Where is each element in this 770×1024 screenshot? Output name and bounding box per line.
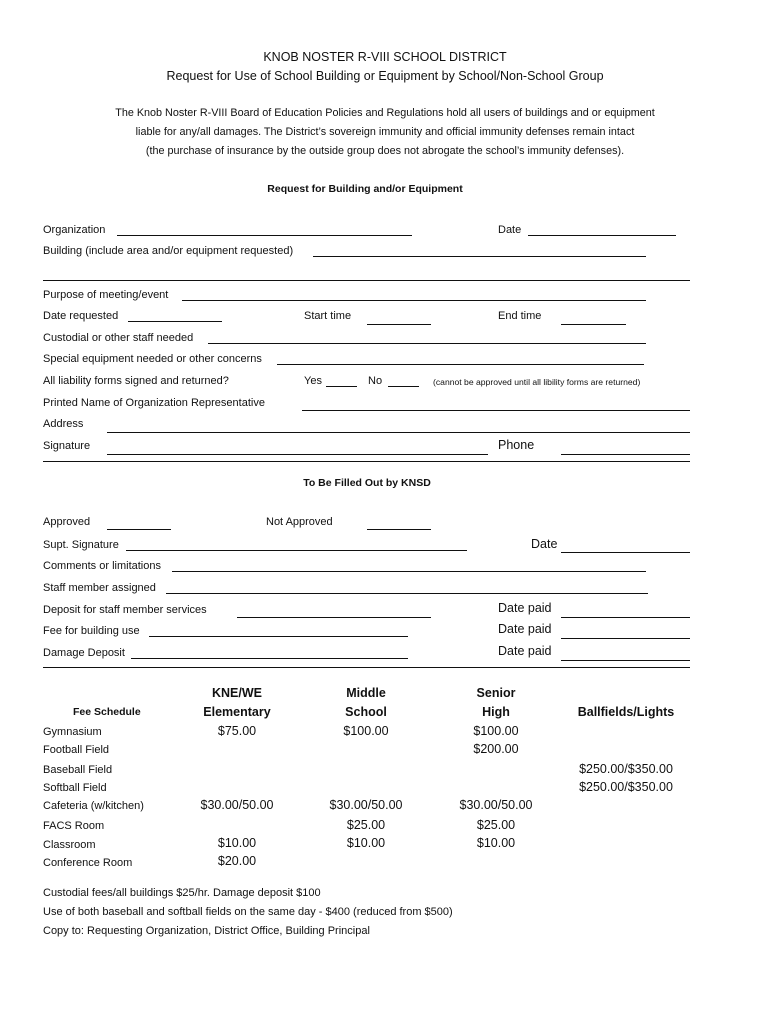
intro-line-2: liable for any/all damages. The District’s sovereign immunity and official immunity defenses remain intact	[135, 126, 635, 138]
deposit-staff-label: Deposit for staff member services	[43, 604, 207, 616]
fee-row-name: Gymnasium	[43, 726, 102, 738]
fee-building-field[interactable]	[149, 636, 408, 637]
fee-row-name: Classroom	[43, 839, 96, 851]
staff-assigned-field[interactable]	[166, 593, 648, 594]
col-header-ballfields: Ballfields/Lights	[577, 705, 675, 719]
phone-label: Phone	[498, 438, 535, 452]
not-approved-field[interactable]	[367, 529, 431, 530]
request-section-title: Request for Building and/or Equipment	[267, 183, 463, 195]
col-header-senior-1: Senior	[476, 686, 516, 700]
fee-cell: $30.00/50.00	[200, 798, 274, 812]
col-header-middle-2: School	[345, 705, 387, 719]
footer-line-1: Custodial fees/all buildings $25/hr. Damage deposit $100	[43, 887, 321, 899]
custodial-label: Custodial or other staff needed	[43, 332, 194, 344]
purpose-label: Purpose of meeting/event	[43, 289, 169, 301]
fee-row-name: Football Field	[43, 744, 110, 756]
date-paid-field-1[interactable]	[561, 617, 690, 618]
fee-schedule-label: Fee Schedule	[73, 706, 141, 718]
fee-row-name: FACS Room	[43, 820, 105, 832]
date-paid-label-2: Date paid	[498, 622, 552, 636]
fee-cell: $200.00	[473, 742, 519, 756]
start-time-label: Start time	[304, 310, 352, 322]
fee-cell: $30.00/50.00	[329, 798, 403, 812]
fee-divider	[43, 667, 690, 668]
special-equipment-field[interactable]	[277, 364, 644, 365]
fee-cell: $25.00	[476, 818, 516, 832]
date-requested-field[interactable]	[128, 321, 222, 322]
fee-row-name: Cafeteria (w/kitchen)	[43, 800, 144, 812]
col-header-middle-1: Middle	[346, 686, 386, 700]
date-paid-field-3[interactable]	[561, 660, 690, 661]
fee-cell: $10.00	[217, 836, 257, 850]
building-field-line-2[interactable]	[43, 280, 690, 281]
not-approved-label: Not Approved	[266, 516, 333, 528]
col-header-elementary-1: KNE/WE	[212, 686, 262, 700]
comments-label: Comments or limitations	[43, 560, 161, 572]
purpose-field[interactable]	[182, 300, 646, 301]
comments-field[interactable]	[172, 571, 646, 572]
yes-label: Yes	[304, 375, 322, 387]
fee-building-label: Fee for building use	[43, 625, 140, 637]
knsd-date-label: Date	[531, 537, 558, 551]
no-label: No	[368, 375, 383, 387]
building-label: Building (include area and/or equipment requested)	[43, 245, 294, 257]
fee-cell: $30.00/50.00	[459, 798, 533, 812]
date-paid-label-3: Date paid	[498, 644, 552, 658]
staff-assigned-label: Staff member assigned	[43, 582, 156, 594]
special-equipment-label: Special equipment needed or other concerns	[43, 353, 262, 365]
start-time-field[interactable]	[367, 324, 431, 325]
date-requested-label: Date requested	[43, 310, 119, 322]
knsd-section-title: To Be Filled Out by KNSD	[303, 477, 431, 489]
damage-deposit-field[interactable]	[131, 658, 408, 659]
fee-row-name: Conference Room	[43, 857, 133, 869]
phone-field[interactable]	[561, 454, 690, 455]
address-label: Address	[43, 418, 84, 430]
fee-row-name: Softball Field	[43, 782, 107, 794]
building-field[interactable]	[313, 256, 646, 257]
date-label: Date	[498, 224, 522, 236]
approved-field[interactable]	[107, 529, 171, 530]
representative-label: Printed Name of Organization Representative	[43, 397, 265, 409]
organization-field[interactable]	[117, 235, 412, 236]
approved-label: Approved	[43, 516, 91, 528]
organization-label: Organization	[43, 224, 106, 236]
date-paid-label-1: Date paid	[498, 601, 552, 615]
deposit-staff-field[interactable]	[237, 617, 431, 618]
section-divider	[43, 461, 690, 462]
fee-cell: $20.00	[217, 854, 257, 868]
fee-cell: $10.00	[346, 836, 386, 850]
signature-field[interactable]	[107, 454, 488, 455]
district-title: KNOB NOSTER R-VIII SCHOOL DISTRICT	[263, 50, 507, 64]
end-time-field[interactable]	[561, 324, 626, 325]
representative-field[interactable]	[302, 410, 690, 411]
fee-cell: $75.00	[217, 724, 257, 738]
date-field[interactable]	[528, 235, 676, 236]
supt-signature-label: Supt. Signature	[43, 539, 119, 551]
col-header-elementary-2: Elementary	[203, 705, 271, 719]
form-subtitle: Request for Use of School Building or Equipment by School/Non-School Group	[166, 69, 604, 83]
signature-label: Signature	[43, 440, 91, 452]
fee-cell: $10.00	[476, 836, 516, 850]
custodial-field[interactable]	[208, 343, 646, 344]
fee-cell: $100.00	[343, 724, 389, 738]
liability-note: (cannot be approved until all libility forms are returned)	[433, 377, 641, 387]
intro-line-3: (the purchase of insurance by the outside group does not abrogate the school’s immunity defenses).	[145, 145, 625, 157]
yes-field[interactable]	[326, 386, 357, 387]
supt-signature-field[interactable]	[126, 550, 467, 551]
end-time-label: End time	[498, 310, 542, 322]
fee-row-name: Baseball Field	[43, 764, 113, 776]
footer-line-3: Copy to: Requesting Organization, District Office, Building Principal	[43, 925, 370, 937]
knsd-date-field[interactable]	[561, 552, 690, 553]
date-paid-field-2[interactable]	[561, 638, 690, 639]
fee-cell: $250.00/$350.00	[579, 762, 673, 776]
intro-line-1: The Knob Noster R-VIII Board of Education Policies and Regulations hold all users of buildings and or equipment	[115, 107, 655, 119]
no-field[interactable]	[388, 386, 419, 387]
fee-cell: $100.00	[473, 724, 519, 738]
damage-deposit-label: Damage Deposit	[43, 647, 125, 659]
liability-label: All liability forms signed and returned?	[43, 375, 229, 387]
fee-cell: $25.00	[346, 818, 386, 832]
address-field[interactable]	[107, 432, 690, 433]
fee-cell: $250.00/$350.00	[579, 780, 673, 794]
col-header-senior-2: High	[482, 705, 510, 719]
footer-line-2: Use of both baseball and softball fields on the same day - $400 (reduced from $500)	[43, 906, 453, 918]
